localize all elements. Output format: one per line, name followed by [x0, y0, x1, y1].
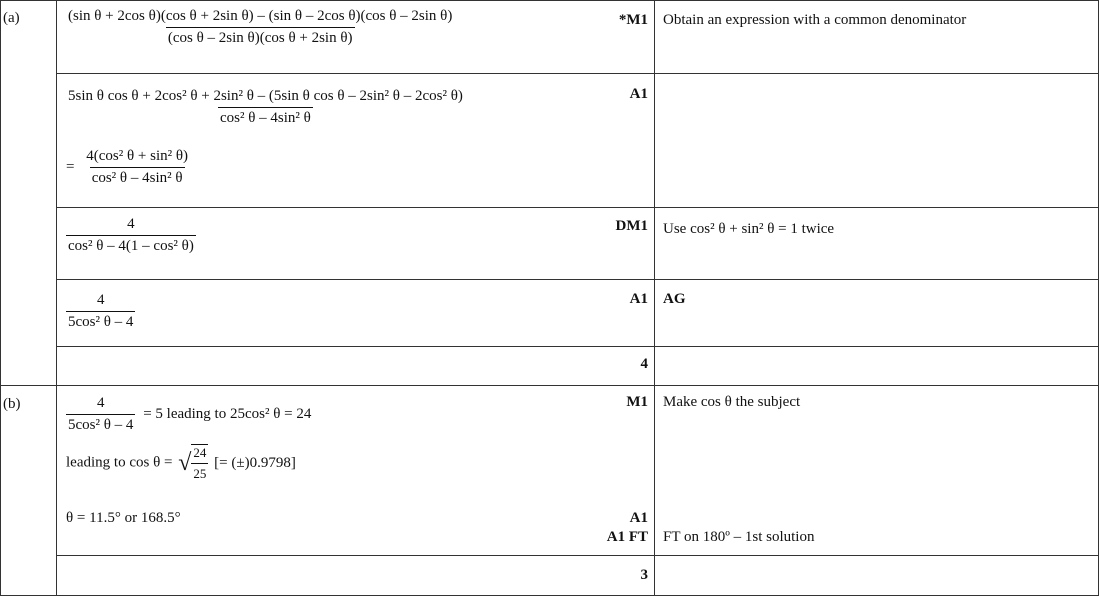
note-ag: AG: [663, 291, 686, 307]
note-follow-through: FT on 180º – 1st solution: [663, 529, 815, 545]
square-root-sign: √: [178, 449, 192, 476]
working-step-1: [66, 8, 454, 47]
part-divider: [0, 385, 1099, 386]
working-step-2: [66, 88, 465, 127]
part-a-label: (a): [3, 10, 20, 26]
row-divider: [56, 73, 1099, 74]
column-divider-work: [56, 0, 57, 595]
step-1-denominator: (cos θ – 2sin θ)(cos θ + 2sin θ): [166, 27, 355, 47]
mark-m1: *M1: [618, 12, 648, 28]
working-b-step-2: [66, 444, 296, 482]
mark-dm1: DM1: [615, 218, 648, 234]
row-divider: [56, 346, 1099, 347]
working-step-3: [66, 148, 190, 187]
column-divider-marks: [654, 0, 655, 595]
step-5-denominator: 5cos² θ – 4: [66, 311, 135, 331]
step-3-denominator: cos² θ – 4sin² θ: [90, 167, 185, 187]
working-step-5: [66, 292, 135, 331]
equals-sign: =: [66, 159, 75, 175]
mark-a1-second: A1: [629, 291, 648, 307]
b-step-1-numerator: 4: [96, 395, 105, 411]
step-5-numerator: 4: [96, 292, 105, 308]
step-4-numerator: 4: [127, 216, 135, 232]
working-b-step-3: θ = 11.5° or 168.5°: [66, 510, 181, 526]
row-divider: [56, 207, 1099, 208]
table-border-left: [0, 0, 1, 595]
step-4-denominator: cos² θ – 4(1 – cos² θ): [66, 235, 196, 255]
step-2-denominator: cos² θ – 4sin² θ: [218, 107, 313, 127]
b-step-1-rest: = 5 leading to 25cos² θ = 24: [143, 406, 312, 422]
mark-m1-part-b: M1: [626, 394, 648, 410]
radicand-numerator: 24: [193, 445, 207, 460]
b-step-2-lead: leading to cos θ =: [66, 454, 173, 471]
radicand-denominator: 25: [191, 463, 208, 482]
working-step-4: [66, 216, 196, 255]
mark-a1-first: A1: [629, 86, 648, 102]
b-step-1-denominator: 5cos² θ – 4: [66, 414, 135, 434]
table-border-top: [0, 0, 1099, 1]
total-part-b: 3: [640, 567, 648, 583]
part-b-label: (b): [3, 396, 21, 412]
note-make-cos-subject: Make cos θ the subject: [663, 394, 801, 410]
row-divider: [56, 555, 1099, 556]
step-2-numerator: 5sin θ cos θ + 2cos² θ + 2sin² θ – (5sin θ cos θ – 2sin² θ – 2cos² θ): [68, 88, 463, 104]
note-identity-twice: Use cos² θ + sin² θ = 1 twice: [663, 221, 835, 237]
mark-a1ft: A1 FT: [606, 529, 648, 545]
step-3-numerator: 4(cos² θ + sin² θ): [86, 148, 189, 164]
mark-a1-part-b: A1: [629, 510, 648, 526]
b-step-2-decimal: [= (±)0.9798]: [214, 454, 296, 471]
working-b-step-1: [66, 395, 311, 434]
total-part-a: 4: [640, 356, 648, 372]
table-border-right: [1098, 0, 1099, 595]
row-divider: [56, 279, 1099, 280]
table-border-bottom: [0, 595, 1099, 596]
note-common-denominator: Obtain an expression with a common denominator: [663, 12, 967, 28]
step-1-numerator: (sin θ + 2cos θ)(cos θ + 2sin θ) – (sin θ – 2cos θ)(cos θ – 2sin θ): [68, 8, 453, 24]
